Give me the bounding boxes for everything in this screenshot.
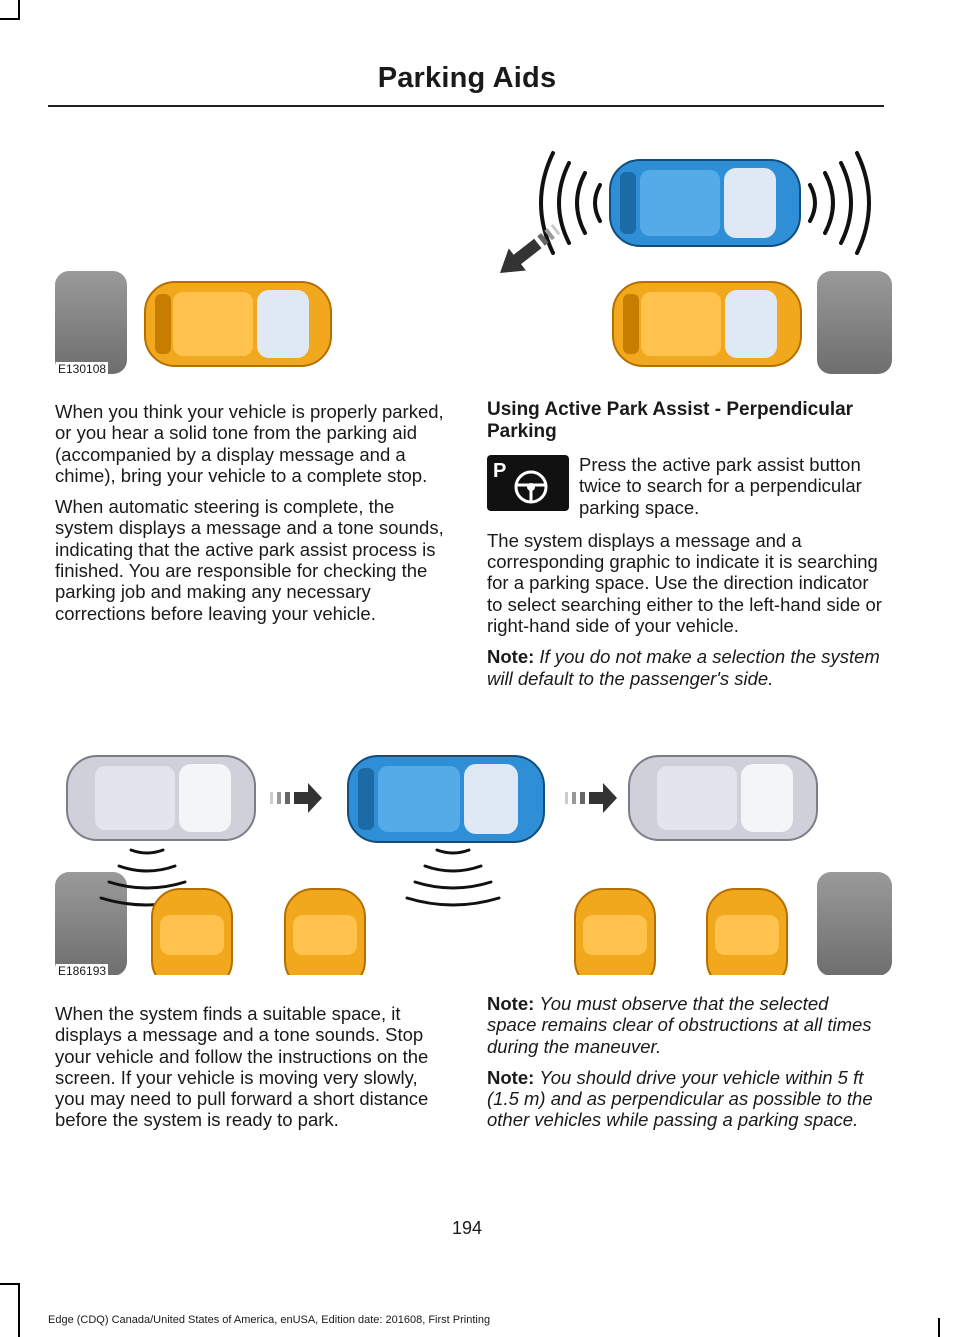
active-car — [348, 756, 544, 842]
figure-id: E130108 — [58, 362, 107, 376]
perpendicular-parking-illustration — [55, 748, 892, 978]
svg-text:P: P — [493, 460, 507, 482]
note-label: Note: — [487, 646, 535, 668]
paragraph: When the system finds a suitable space, it displays a message and a tone sounds. Stop your vehicle and follow the instructions on the screen. If your vehicle is moving very slowly, you may need to pull forward a short distance before the system is ready to park. — [55, 1003, 429, 1131]
right-column-top — [487, 399, 882, 699]
crop-mark — [0, 1283, 20, 1285]
note-text: You must observe that the selected space remains clear of obstructions at all times during the maneuver. — [487, 993, 872, 1057]
parallel-parking-illustration — [55, 145, 892, 375]
parked-car — [285, 889, 365, 978]
active-car — [610, 160, 800, 246]
note — [487, 993, 882, 1057]
left-column-top — [55, 401, 450, 634]
right-column-bottom — [487, 993, 882, 1141]
button-instruction — [487, 454, 882, 518]
reverse-arrow-icon — [491, 218, 565, 284]
parked-car-right — [613, 282, 801, 366]
crop-mark — [938, 1318, 940, 1337]
paragraph: When you think your vehicle is properly parked, or you hear a solid tone from the parking aid (accompanied by a display message and a chime), bring your vehicle to a complete stop. — [55, 401, 444, 486]
sensor-waves-left — [541, 153, 600, 253]
page-title: Parking Aids — [377, 62, 557, 94]
note-label: Note: — [487, 993, 535, 1014]
park-assist-button-icon — [487, 455, 569, 511]
paragraph: The system displays a message and a corresponding graphic to indicate it is searching for a parking space. Use the direction indicator to select searching either to the left-hand side or right-hand side of your vehicle. — [487, 529, 882, 637]
forward-arrow-icon — [565, 783, 617, 813]
note-text: If you do not make a selection the system will default to the passenger's side. — [487, 646, 880, 689]
figure-id: E186193 — [58, 964, 107, 978]
search-car-start — [67, 756, 255, 840]
button-instruction-text: Press the active park assist button twice to search for a perpendicular parking space. — [579, 454, 862, 518]
paragraph: When automatic steering is complete, the system displays a message and a tone sounds, indicating that the active park assist process is finished. You are responsible for checking the parking job and making any necessary corrections before leaving your vehicle. — [55, 496, 444, 624]
note-text: You should drive your vehicle within 5 ft (1.5 m) and as perpendicular as possible to the other vehicles while passing a parking space. — [487, 1066, 873, 1131]
page-number: 194 — [451, 1218, 483, 1238]
section-title: Using Active Park Assist - Perpendicular Parking — [487, 399, 854, 442]
note — [487, 1067, 882, 1131]
left-column-bottom — [55, 1003, 450, 1141]
header-divider — [48, 105, 884, 107]
note — [487, 646, 882, 689]
footer-edition: Edge (CDQ) Canada/United States of America, enUSA, Edition date: 201608, First Printing — [48, 1314, 491, 1326]
parked-car-left — [145, 282, 331, 366]
sensor-waves-right — [810, 153, 869, 253]
note-label: Note: — [487, 1066, 535, 1088]
crop-mark — [0, 18, 20, 20]
parked-car — [152, 889, 232, 978]
forward-arrow-icon — [270, 783, 322, 813]
crop-mark — [18, 0, 20, 18]
parked-car — [707, 889, 787, 978]
crop-mark — [18, 1283, 20, 1337]
parked-car — [575, 889, 655, 978]
search-car-end — [629, 756, 817, 840]
sensor-waves-icon — [407, 850, 499, 905]
